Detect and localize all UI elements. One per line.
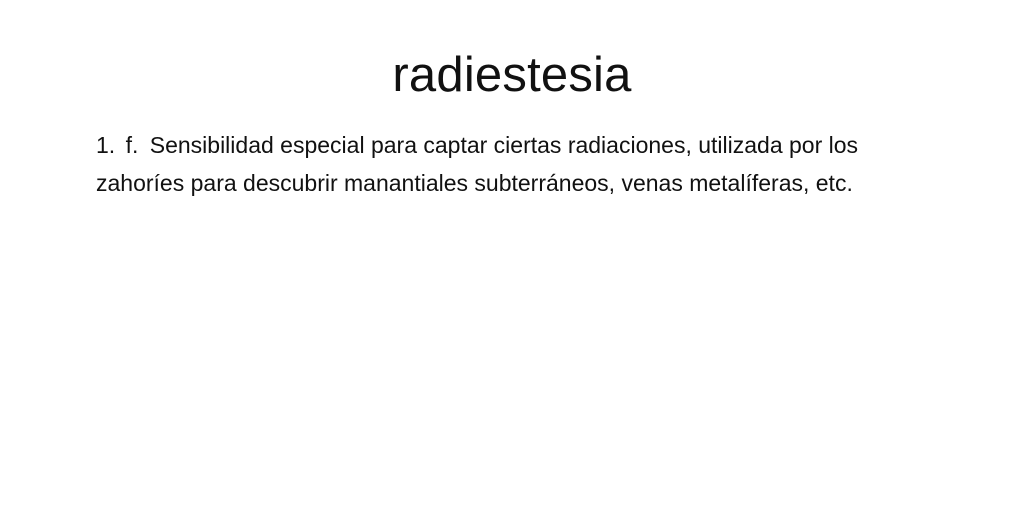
definition-1 (96, 126, 928, 202)
definition-text: Sensibilidad especial para captar ciertas radiaciones, utilizada por los zahoríes para descubrir manantiales subterráneos, venas metalíferas, etc. (96, 132, 859, 196)
grammatical-category: f. (125, 132, 139, 158)
definition-number: 1. (96, 132, 116, 158)
headword-title: radiestesia (392, 48, 632, 102)
